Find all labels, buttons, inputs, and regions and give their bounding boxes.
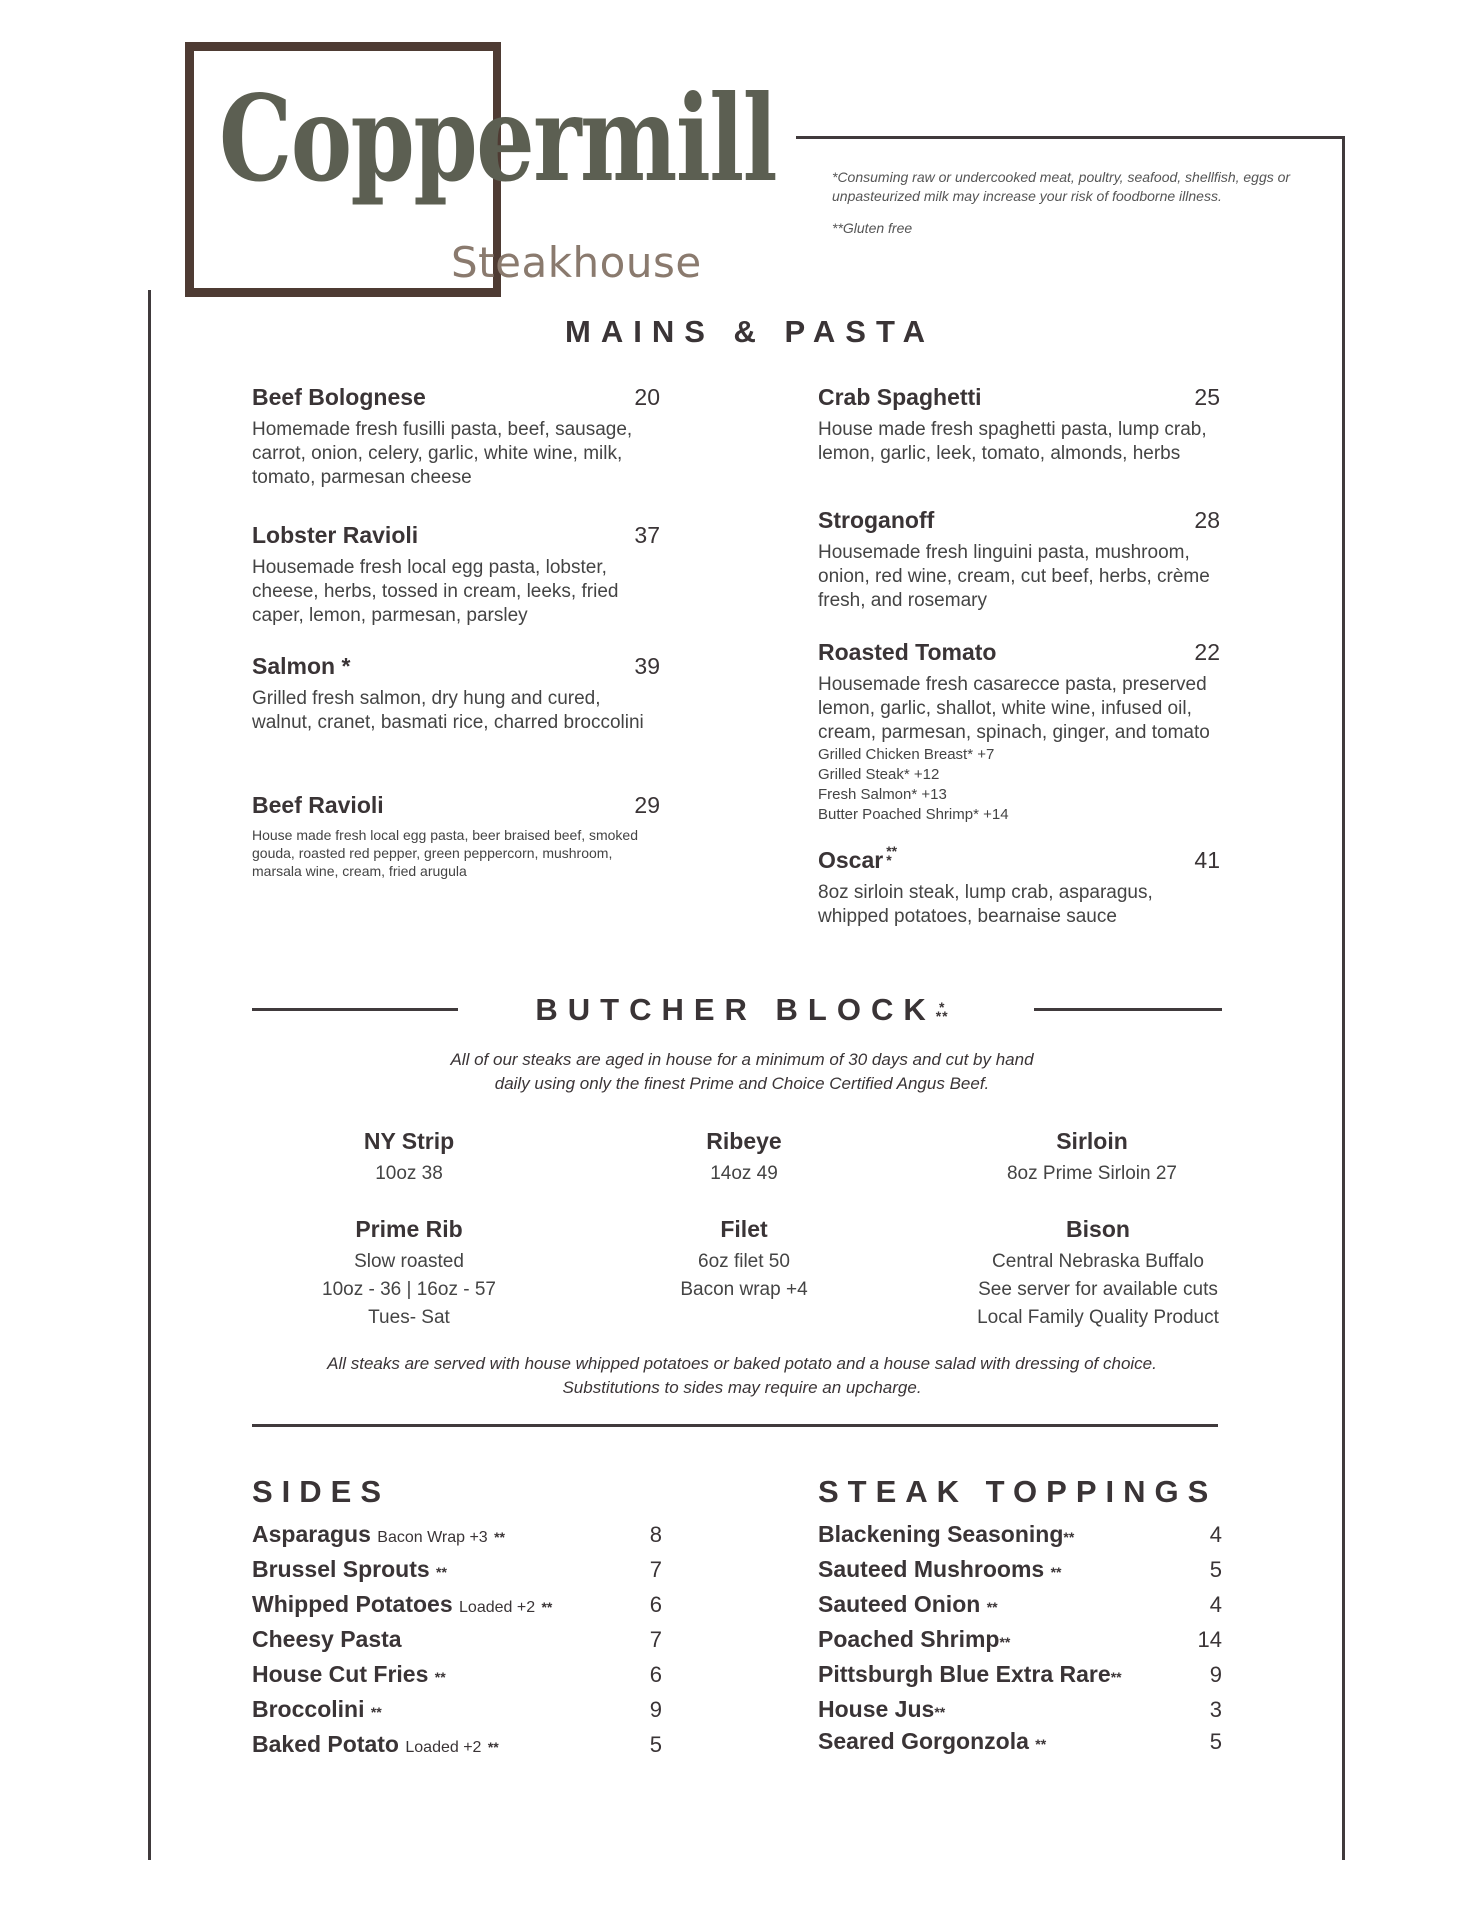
steak-card (938, 1216, 1258, 1332)
toppings-list (818, 1521, 1222, 1763)
addon-item: Grilled Steak* +12 (818, 766, 940, 783)
allergy-notice (832, 168, 1292, 238)
menu-item (818, 382, 1220, 466)
steak-name: NY Strip (363, 1128, 455, 1154)
gluten-free-mark: * ** (935, 998, 949, 1024)
item-name (818, 842, 898, 874)
side-name: Baked Potato (252, 1731, 399, 1757)
topping-price: 5 (1209, 1557, 1222, 1582)
menu-item (252, 790, 660, 880)
topping-name: Sauteed Onion (818, 1591, 981, 1617)
list-item (252, 1731, 662, 1766)
item-name-text: Oscar (818, 846, 884, 873)
steak-card (584, 1216, 904, 1304)
side-price: 6 (649, 1592, 662, 1617)
side-name: Asparagus (252, 1521, 371, 1547)
gluten-free-mark: ** (434, 1669, 446, 1685)
topping-name: Blackening Seasoning (818, 1521, 1064, 1547)
side-name: Broccolini (252, 1696, 365, 1722)
side-price: 5 (649, 1732, 662, 1757)
section-divider (252, 1424, 1218, 1427)
gluten-free-mark: ** (986, 1599, 998, 1615)
topping-price: 4 (1209, 1592, 1222, 1617)
menu-item (818, 505, 1220, 613)
logo-wordmark: Coppermill (219, 69, 777, 208)
item-price: 39 (634, 652, 660, 679)
steak-name: Ribeye (706, 1128, 782, 1154)
item-name: Stroganoff (818, 506, 935, 533)
item-price: 41 (1194, 846, 1220, 873)
list-item (252, 1556, 662, 1591)
list-item (818, 1626, 1222, 1661)
gluten-free-mark: ** (999, 1634, 1011, 1650)
topping-price: 4 (1209, 1522, 1222, 1547)
item-description: Housemade fresh linguini pasta, mushroom, onion, red wine, cream, cut beef, herbs, crème fresh, and rosemary (818, 542, 1210, 611)
item-description: House made fresh spaghetti pasta, lump crab, lemon, garlic, leek, tomato, almonds, herbs (818, 419, 1207, 464)
list-item (818, 1521, 1222, 1556)
item-name: Lobster Ravioli (252, 521, 419, 548)
side-price: 7 (649, 1627, 662, 1652)
butcher-block-title (0, 992, 1484, 1028)
steak-detail: 8oz Prime Sirloin 27 (1006, 1163, 1178, 1184)
gluten-free-mark: ** (1110, 1669, 1122, 1685)
addon-item: Fresh Salmon* +13 (818, 786, 947, 803)
gluten-free-mark: ** * (886, 842, 898, 868)
steak-detail: See server for available cuts (978, 1279, 1218, 1300)
gluten-free-mark: ** (1063, 1529, 1075, 1545)
steak-detail: 14oz 49 (710, 1163, 778, 1184)
item-description: Housemade fresh casarecce pasta, preserved lemon, garlic, shallot, white wine, infused oil, cream, parmesan, spinach, ginger, and tomato (818, 674, 1210, 743)
gluten-free-key: **Gluten free (832, 220, 913, 236)
menu-item (818, 637, 1220, 825)
steak-name: Filet (720, 1216, 768, 1242)
topping-price: 9 (1209, 1662, 1222, 1687)
item-price: 22 (1194, 638, 1220, 665)
item-price: 20 (634, 383, 660, 410)
side-extra: Loaded +2 (405, 1739, 482, 1756)
topping-price: 5 (1209, 1729, 1222, 1754)
steak-detail: Slow roasted (354, 1251, 464, 1272)
list-item (252, 1696, 662, 1731)
frame-top-border (796, 136, 1345, 139)
logo-subtitle: Steakhouse (451, 238, 702, 287)
raw-food-warning: *Consuming raw or undercooked meat, poultry, seafood, shellfish, eggs or unpasteurized milk may increase your risk of foodborne illness. (832, 169, 1291, 204)
topping-name: Pittsburgh Blue Extra Rare (818, 1661, 1111, 1687)
list-item (252, 1661, 662, 1696)
steak-detail: Central Nebraska Buffalo (992, 1251, 1204, 1272)
steak-card (584, 1128, 904, 1188)
butcher-note (0, 1352, 1484, 1400)
item-name: Beef Ravioli (252, 791, 384, 818)
steak-card (249, 1216, 569, 1332)
item-price: 29 (634, 791, 660, 818)
toppings-title: STEAK TOPPINGS (818, 1474, 1218, 1509)
butcher-title-text: BUTCHER BLOCK (535, 992, 936, 1027)
note-line: All steaks are served with house whipped potatoes or baked potato and a house salad with dressing of choice. (327, 1354, 1157, 1373)
menu-item (252, 520, 660, 628)
steak-detail: 6oz filet 50 (698, 1251, 790, 1272)
topping-name: Poached Shrimp (818, 1626, 1000, 1652)
side-name: Cheesy Pasta (252, 1626, 402, 1652)
addon-item: Butter Poached Shrimp* +14 (818, 806, 1009, 823)
list-item (818, 1556, 1222, 1591)
side-price: 6 (649, 1662, 662, 1687)
butcher-intro (0, 1048, 1484, 1096)
side-name: House Cut Fries (252, 1661, 429, 1687)
side-price: 7 (649, 1557, 662, 1582)
note-line: Substitutions to sides may require an upcharge. (562, 1378, 922, 1397)
item-price: 25 (1194, 383, 1220, 410)
item-name: Salmon * (252, 652, 351, 679)
item-price: 28 (1194, 506, 1220, 533)
item-name: Beef Bolognese (252, 383, 426, 410)
topping-name: Sauteed Mushrooms (818, 1556, 1045, 1582)
steak-name: Sirloin (1056, 1128, 1128, 1154)
gluten-free-mark: ** (487, 1739, 499, 1755)
sides-title: SIDES (252, 1474, 391, 1509)
addon-item: Grilled Chicken Breast* +7 (818, 746, 995, 763)
side-extra: Loaded +2 (459, 1599, 536, 1616)
topping-price: 3 (1209, 1697, 1222, 1722)
steak-name: Bison (1066, 1216, 1130, 1242)
gluten-free-mark: ** (1050, 1564, 1062, 1580)
menu-item (818, 842, 1220, 929)
steak-detail: 10oz - 36 | 16oz - 57 (322, 1279, 496, 1300)
item-description: Housemade fresh local egg pasta, lobster, cheese, herbs, tossed in cream, leeks, fried caper, lemon, parmesan, parsley (252, 557, 619, 626)
topping-name: Seared Gorgonzola (818, 1728, 1029, 1754)
gluten-free-mark: ** (541, 1599, 553, 1615)
steak-card (249, 1128, 569, 1188)
steak-detail: Tues- Sat (368, 1307, 450, 1328)
item-name: Crab Spaghetti (818, 383, 982, 410)
sides-list (252, 1521, 662, 1766)
addon-list (818, 745, 1220, 825)
topping-price: 14 (1197, 1627, 1222, 1652)
gluten-free-mark: ** (494, 1529, 505, 1545)
list-item (252, 1626, 662, 1661)
item-description: 8oz sirloin steak, lump crab, asparagus, whipped potatoes, bearnaise sauce (818, 882, 1153, 927)
steak-detail: Bacon wrap +4 (680, 1279, 808, 1300)
gluten-free-mark: ** (934, 1704, 946, 1720)
steak-name: Prime Rib (355, 1216, 463, 1242)
item-name: Roasted Tomato (818, 638, 997, 665)
side-price: 9 (649, 1697, 662, 1722)
list-item (252, 1591, 662, 1626)
menu-item (252, 382, 660, 490)
gluten-free-mark: ** (436, 1564, 447, 1580)
side-name: Brussel Sprouts (252, 1556, 430, 1582)
item-description: Homemade fresh fusilli pasta, beef, sausage, carrot, onion, celery, garlic, white wine, milk, tomato, parmesan cheese (252, 419, 633, 488)
item-description: Grilled fresh salmon, dry hung and cured, walnut, cranet, basmati rice, charred broccolini (252, 688, 644, 733)
list-item (252, 1521, 662, 1556)
mains-title: MAINS & PASTA (565, 314, 935, 349)
list-item (818, 1728, 1222, 1763)
item-description: House made fresh local egg pasta, beer braised beef, smoked gouda, roasted red pepper, green peppercorn, mushroom, marsala wine, cream, fried arugula (252, 827, 639, 879)
gluten-free-mark: ** (1035, 1736, 1047, 1752)
list-item (818, 1591, 1222, 1626)
side-price: 8 (649, 1522, 662, 1547)
intro-line: All of our steaks are aged in house for a minimum of 30 days and cut by hand (450, 1050, 1034, 1069)
steak-detail: 10oz 38 (375, 1163, 443, 1184)
gluten-free-mark: ** (370, 1704, 382, 1720)
side-name: Whipped Potatoes (252, 1591, 453, 1617)
logo (185, 42, 777, 306)
topping-name: House Jus (818, 1696, 935, 1722)
steak-detail: Local Family Quality Product (977, 1307, 1219, 1328)
steak-card (932, 1128, 1252, 1188)
list-item (818, 1661, 1222, 1696)
side-extra: Bacon Wrap +3 (377, 1529, 488, 1546)
intro-line: daily using only the finest Prime and Choice Certified Angus Beef. (494, 1074, 990, 1093)
menu-item (252, 651, 660, 735)
item-price: 37 (634, 521, 660, 548)
list-item (818, 1696, 1222, 1728)
